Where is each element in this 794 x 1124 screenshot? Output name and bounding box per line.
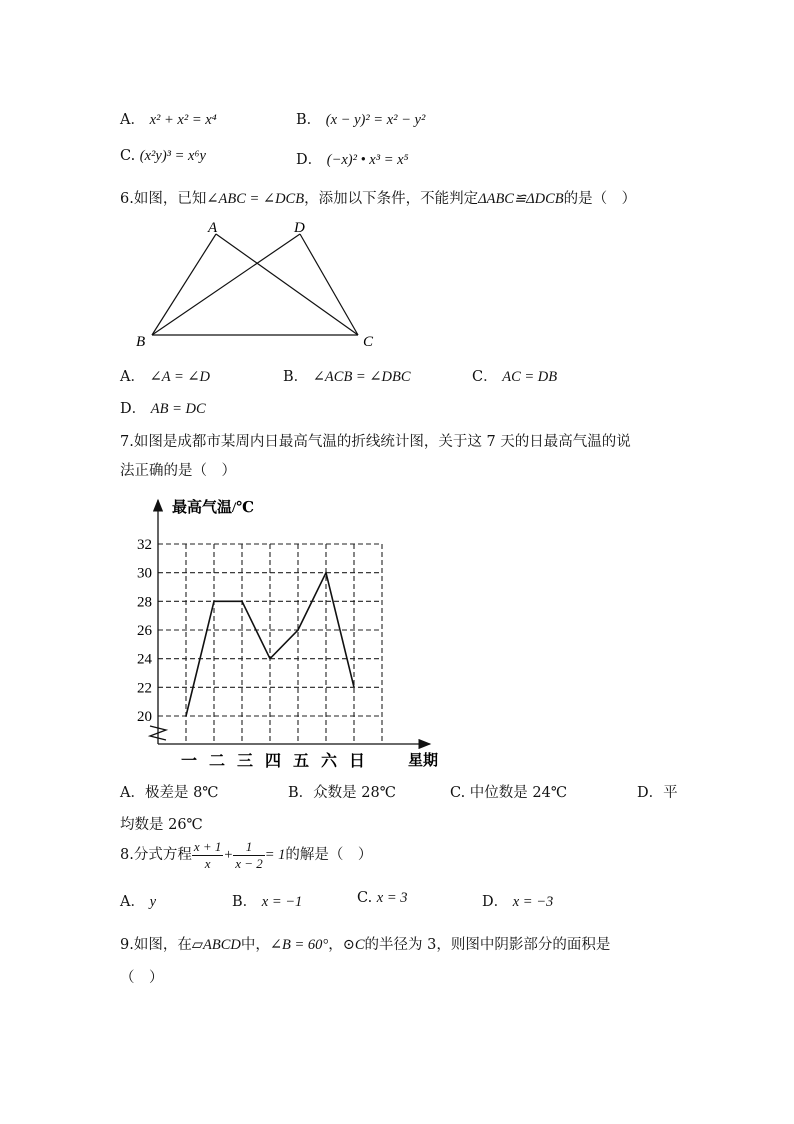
x-tick-label: 二 [208, 753, 226, 770]
q8-option-a [120, 890, 156, 911]
y-tick-label: 20 [137, 709, 152, 725]
x-axis-label: 星期 [408, 753, 439, 769]
chart-x-tick-labels [181, 751, 365, 770]
vertex-label-d: D [294, 220, 305, 236]
option-label: D． [120, 401, 147, 417]
y-tick-label: 24 [137, 651, 152, 668]
q8-option-b [232, 890, 302, 911]
option-label: C. [357, 890, 373, 906]
q5-option-a [120, 108, 217, 129]
chart-axes [150, 500, 430, 744]
operator: = 1 [264, 847, 286, 863]
q5-option-d [296, 148, 409, 169]
temperature-line-chart [130, 490, 450, 775]
q7-option-d-line2: 均数是 26℃ [120, 817, 203, 833]
math-expression: ▱ABCD [191, 937, 241, 953]
axis-break-mark [150, 726, 166, 740]
q7-stem-line2: 法正确的是（ ） [120, 463, 236, 479]
x-tick-label: 四 [264, 753, 282, 770]
q6-option-a [120, 365, 210, 386]
math-expression: x = −3 [512, 894, 554, 910]
q6-option-b [283, 365, 411, 386]
option-label: B． [232, 894, 258, 910]
option-label: A． [120, 369, 145, 385]
option-label: A． [120, 894, 145, 910]
chart-grid [158, 544, 382, 744]
y-tick-label: 22 [137, 680, 152, 697]
math-expression: x² + x² = x⁴ [149, 112, 217, 128]
math-expression: x = −1 [261, 894, 303, 910]
segment-ac [216, 234, 358, 335]
math-expression: AC = DB [502, 369, 558, 385]
math-expression: x = 3 [376, 890, 408, 906]
q5-option-c [120, 148, 206, 165]
y-tick-label: 26 [137, 623, 152, 639]
x-tick-label: 三 [236, 753, 254, 770]
denominator: x [204, 855, 211, 871]
math-expression: ⊙C [342, 937, 365, 953]
q6-option-c [472, 365, 557, 386]
numerator: x + 1 [193, 838, 222, 854]
math-expression: ∠ACB = ∠DBC [312, 369, 411, 385]
y-axis-label: 最高气温/℃ [172, 500, 255, 516]
fraction-1 [192, 839, 224, 872]
q5-option-b [296, 108, 425, 129]
q8-stem [120, 836, 372, 874]
operator: + [223, 847, 234, 863]
math-expression: (−x)² • x³ = x⁵ [326, 152, 409, 168]
q7-option-a: A．极差是 8℃ [120, 785, 219, 801]
x-tick-label: 日 [348, 753, 366, 770]
option-label: D． [296, 152, 323, 168]
q7-option-b: B．众数是 28℃ [288, 785, 396, 801]
option-label: A． [120, 112, 145, 128]
y-tick-label: 28 [137, 594, 152, 611]
vertex-label-b: B [136, 334, 146, 350]
math-expression: (x − y)² = x² − y² [325, 112, 426, 128]
stem-text: 中， [240, 937, 270, 953]
x-tick-label: 一 [180, 753, 198, 770]
stem-text: 6.如图，已知 [120, 191, 207, 207]
x-tick-label: 五 [292, 753, 310, 770]
math-expression: ∠B = 60° [269, 937, 329, 953]
math-expression: y [149, 894, 157, 910]
q7-stem-line1: 7.如图是成都市某周内日最高气温的折线统计图，关于这 7 天的日最高气温的说 [120, 434, 631, 450]
option-label: D． [482, 894, 509, 910]
segment-db [152, 234, 300, 335]
q6-stem [120, 187, 636, 208]
stem-text: 9.如图，在 [120, 937, 192, 953]
y-tick-label: 30 [137, 565, 152, 582]
option-label: C． [472, 369, 498, 385]
stem-text: 的是（ ） [563, 191, 637, 207]
q9-stem-line2: （ ） [120, 970, 164, 986]
stem-text: ， [328, 937, 343, 953]
math-expression: ∠ABC = ∠DCB [206, 191, 305, 207]
option-label: B． [296, 112, 322, 128]
vertex-label-a: A [208, 220, 218, 236]
math-expression: ΔABC≌ΔDCB [478, 191, 564, 207]
q8-option-c [357, 890, 408, 907]
triangle-figure [120, 215, 400, 355]
fraction-2 [233, 839, 265, 872]
vertex-label-c: C [363, 334, 374, 350]
denominator: x − 2 [235, 855, 263, 871]
stem-text: ，添加以下条件，不能判定 [304, 191, 479, 207]
math-expression: AB = DC [150, 401, 206, 417]
q8-option-d [482, 890, 553, 911]
segment-ab [152, 234, 216, 335]
option-label: B． [283, 369, 309, 385]
chart-y-tick-labels [137, 537, 153, 725]
option-label: C. [120, 148, 136, 164]
numerator: 1 [233, 839, 265, 856]
stem-text: 的半径为 3，则图中阴影部分的面积是 [364, 937, 611, 953]
q9-stem [120, 933, 610, 954]
y-tick-label: 32 [137, 537, 152, 553]
stem-text: 的解是（ ） [285, 847, 373, 863]
q6-option-d [120, 397, 206, 418]
x-tick-label: 六 [320, 753, 338, 770]
q7-option-d-line1: D．平 [637, 785, 678, 801]
q7-option-c: C. 中位数是 24℃ [450, 785, 568, 801]
math-expression: ∠A = ∠D [149, 369, 210, 385]
math-expression: (x²y)³ = x⁶y [139, 148, 206, 164]
stem-text: 8.分式方程 [120, 847, 192, 863]
segment-dc [300, 234, 358, 335]
